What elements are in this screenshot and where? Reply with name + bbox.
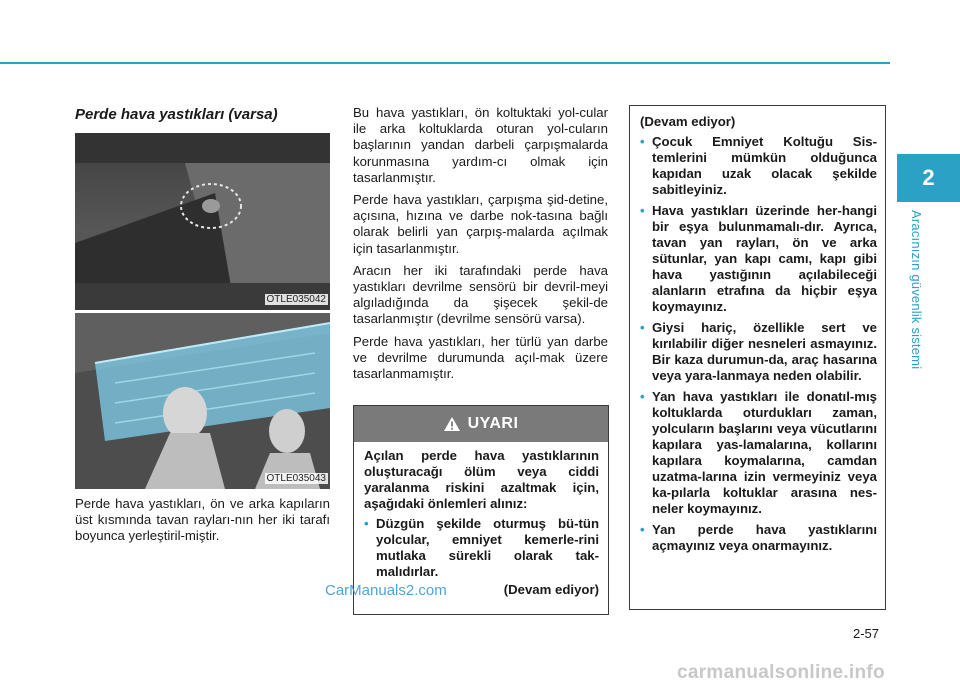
continued-heading: (Devam ediyor): [640, 114, 736, 129]
curtain-airbag-description: [353, 105, 608, 388]
continued-label: (Devam ediyor): [503, 582, 599, 597]
top-divider: [0, 62, 890, 64]
warning-intro: Açılan perde hava yastıklarının oluşturacağı ölüm veya ciddi yaralanma riskini azaltmak için, aşağıdaki önlemleri alınız:: [364, 448, 599, 511]
warning-bullet: • Hava yastıkları üzerinde her-hangi bir eşya bulunmamalı-dır. Ayrıca, tavan yan rayları, ön ve arka sütunlar, yan kapı camı, kapı gibi hava yastığının açılabileceği alanların etrafına da hiçbir eşya koymayınız.: [640, 203, 877, 314]
warning-body: [354, 442, 608, 598]
bullet-dot-icon: •: [364, 516, 369, 531]
paragraph: Perde hava yastıkları, çarpışma şid-detine, açısına, hızına ve darbe nok-tasına bağlı olarak belirli yan çarpış-malarda açılmak için tasarlanmıştır.: [353, 192, 608, 256]
warning-header: [354, 406, 608, 442]
bullet-dot-icon: •: [640, 134, 645, 149]
curtain-airbag-illustration: [75, 313, 330, 489]
paragraph: Perde hava yastıkları, her türlü yan darbe ve devrilme durumunda açıl-mak üzere tasarlanmamıştır.: [353, 333, 608, 382]
paragraph: Aracın her iki tarafındaki perde hava yastıkları devrilme sensörü bir devril-meyi algıladığında da şişecek şekil-de tasarlanmıştır (devrilme sensörü varsa).: [353, 262, 608, 327]
curtain-airbag-location-text: Perde hava yastıkları, ön ve arka kapıların üst kısmında tavan rayları-nın her iki tarafı boyunca yerleştiril-miştir.: [75, 496, 330, 544]
bullet-dot-icon: •: [640, 320, 645, 335]
warning-continued-box: [629, 105, 886, 610]
warning-bullet: • Çocuk Emniyet Koltuğu Sis-temlerini mümkün olduğunca kapıdan uzak olacak şekilde sabitleyiniz.: [640, 134, 877, 197]
bullet-dot-icon: •: [640, 203, 645, 218]
warning-bullet: • Yan perde hava yastıklarını açmayınız veya onarmayınız.: [640, 522, 877, 553]
chapter-title-text: Aracınızın güvenlik sistemi: [909, 210, 924, 370]
warning-bullet: • Düzgün şekilde oturmuş bü-tün yolcular, emniyet kemerle-rini mutlaka sürekli olarak tak-malıdırlar.: [364, 516, 599, 579]
bullet-dot-icon: •: [640, 522, 645, 537]
section-title: Perde hava yastıkları (varsa): [75, 106, 278, 123]
airbag-sensor-illustration: [75, 133, 330, 310]
warning-title: UYARI: [467, 415, 519, 432]
paragraph: Bu hava yastıkları, ön koltuktaki yol-cular ile arka koltuklarda oturan yol-cuların başlarının yandan darbeli çarpışmalarda korunmasına yardım-cı olmak için tasarlanmıştır.: [353, 105, 608, 185]
warning-bullet: • Yan hava yastıkları ile donatıl-mış koltuklarda oturdukları zaman, yolcuların başlarını veya vücutlarını kapılara yas-lamalarına, kollarını kapılara koymalarına, camdan uzatma-larına izin vermeyiniz veya ka-pılarla koltuklar arasına nes-neler koymayınız.: [640, 389, 877, 516]
footer-watermark: carmanualsonline.info: [677, 662, 885, 683]
warning-bullet: • Giysi hariç, özellikle sert ve kırılabilir diğer nesneleri asmayınız. Bir kaza durumun-da, araç hasarına veya yara-lanmaya neden olabilir.: [640, 320, 877, 383]
image-code: OTLE035043: [266, 473, 326, 484]
photo-airbag-sensor: [75, 133, 330, 310]
chapter-title-vertical: [896, 210, 936, 380]
bullet-dot-icon: •: [640, 389, 645, 404]
page-number: 2-57: [853, 626, 880, 641]
photo-curtain-airbag: [75, 313, 330, 489]
warning-triangle-icon: [444, 417, 460, 431]
chapter-number-tab: 2: [897, 154, 960, 202]
watermark-logo: CarManuals2.com: [325, 582, 447, 599]
image-code: OTLE035042: [266, 294, 326, 305]
